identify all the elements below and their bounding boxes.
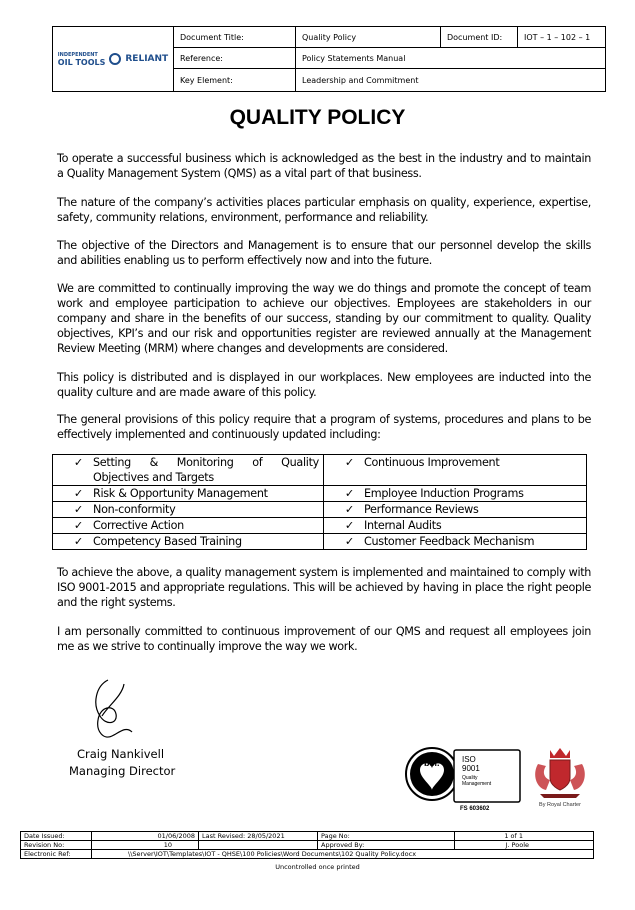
iso-line4: Management (462, 781, 492, 787)
provision-item: Continuous Improvement (364, 456, 500, 469)
paragraph-6: The general provisions of this policy require that a program of systems, procedures and plans to be effectively implemented and continuously updated including: (57, 413, 591, 441)
date-issued-label: Date Issued: (21, 832, 92, 841)
paragraph-3: The objective of the Directors and Management is to ensure that our personnel develop the skills and abilities enabling us to perform effectively now and into the future. (57, 239, 591, 267)
provision-cell (53, 455, 324, 486)
page-title: QUALITY POLICY (229, 106, 406, 129)
check-icon: ✓ (344, 519, 354, 532)
approved-label: Approved By: (318, 841, 455, 850)
date-issued-value: 01/06/2008 (92, 832, 199, 841)
provision-cell (53, 502, 324, 518)
cert-number: FS 603602 (460, 806, 490, 812)
provision-item: Objectives and Targets (93, 471, 214, 484)
provision-item: Customer Feedback Mechanism (364, 535, 535, 548)
paragraph-1: To operate a successful business which is acknowledged as the best in the industry and to maintain a Quality Management System (QMS) as a vital part of that business. (57, 152, 591, 180)
provision-item: Performance Reviews (364, 503, 479, 516)
provision-cell (324, 455, 587, 486)
provision-cell (324, 518, 587, 534)
provision-cell (53, 518, 324, 534)
iso-line1: ISO (462, 755, 476, 764)
document-header (52, 26, 606, 92)
paragraph-2: The nature of the company’s activities places particular emphasis on quality, experience, expertise, safety, community relations, environment, performance and reliability. (57, 196, 591, 224)
doc-title-label: Document Title: (174, 27, 296, 48)
doc-id-value: IOT – 1 – 102 – 1 (518, 27, 605, 48)
provision-item: Employee Induction Programs (364, 487, 524, 500)
provision-cell (324, 534, 587, 550)
check-icon: ✓ (344, 456, 354, 469)
reference-value: Policy Statements Manual (296, 48, 605, 69)
doc-id-label: Document ID: (441, 27, 518, 48)
paragraph-8: I am personally committed to continuous improvement of our QMS and request all employees join me as we strive to continually improve the way we work. (57, 625, 591, 653)
check-icon: ✓ (344, 487, 354, 500)
bsi-certification-mark (404, 746, 524, 812)
doc-title-value: Quality Policy (296, 27, 441, 48)
provision-item: Corrective Action (93, 519, 184, 532)
logo-brand: RELIANT (125, 54, 169, 64)
check-icon: ✓ (73, 503, 83, 516)
paragraph-7: To achieve the above, a quality management system is implemented and maintained to comply with ISO 9001-2015 and appropriate regulations. This will be achieved by having in place the right people and the right systems. (57, 566, 591, 609)
signature-image (78, 676, 138, 746)
revision-label: Revision No: (21, 841, 92, 850)
paragraph-5: This policy is distributed and is displayed in our workplaces. New employees are inducted into the quality culture and are made aware of this policy. (57, 371, 591, 399)
iso-line3: Quality (462, 775, 478, 781)
key-element-value: Leadership and Commitment (302, 75, 419, 85)
royal-charter-crest (528, 744, 592, 808)
provision-item: Competency Based Training (93, 535, 242, 548)
revision-value: 10 (92, 841, 199, 850)
reference-label: Reference: (174, 48, 296, 69)
last-revised: Last Revised: 28/05/2021 (199, 832, 318, 841)
page-no-value: 1 of 1 (455, 832, 594, 841)
signatory-block (69, 746, 175, 780)
check-icon: ✓ (73, 535, 83, 548)
provision-item: Non-conformity (93, 503, 176, 516)
provision-item: Setting & Monitoring of Quality (93, 456, 319, 469)
reliant-icon (109, 53, 121, 65)
provision-cell (324, 486, 587, 502)
logo-line2: OIL TOOLS (57, 57, 106, 67)
key-element-label: Key Element: (174, 69, 296, 91)
provision-item: Internal Audits (364, 519, 442, 532)
approved-value: J. Poole (455, 841, 594, 850)
signatory-name: Craig Nankivell (77, 747, 165, 761)
provision-cell (324, 502, 587, 518)
check-icon: ✓ (73, 456, 83, 469)
check-icon: ✓ (73, 519, 83, 532)
uncontrolled-note: Uncontrolled once printed (275, 863, 360, 871)
provision-cell (53, 534, 324, 550)
document-footer (20, 831, 594, 859)
check-icon: ✓ (344, 503, 354, 516)
bsi-text: bsi. (424, 758, 440, 768)
iso-line2: 9001 (462, 764, 480, 773)
provision-item: Risk & Opportunity Management (93, 487, 268, 500)
electronic-ref-label: Electronic Ref: (21, 850, 92, 859)
provision-cell (53, 486, 324, 502)
check-icon: ✓ (73, 487, 83, 500)
check-icon: ✓ (344, 535, 354, 548)
royal-charter-text: By Royal Charter (539, 802, 581, 808)
company-logo (53, 27, 174, 91)
logo-line1: INDEPENDENT (57, 51, 98, 58)
paragraph-4: We are committed to continually improving the way we do things and promote the concept of team work and employee participation to achieve our objectives. Employees are stakeholders in our company and share in the benefits of our success, standing by our commitment to quality. Quality objectives, KPI’s and our risk and opportunities register are reviewed annually at the Management Review Meeting (MRM) where changes and developments are considered. (57, 282, 591, 355)
provisions-table (52, 454, 587, 550)
electronic-ref-value: \\Server\IOT\Templates\IOT - QHSE\100 Policies\Word Documents\102 Quality Policy.docx (92, 850, 594, 859)
signatory-role: Managing Director (69, 764, 176, 778)
page-no-label: Page No: (318, 832, 455, 841)
